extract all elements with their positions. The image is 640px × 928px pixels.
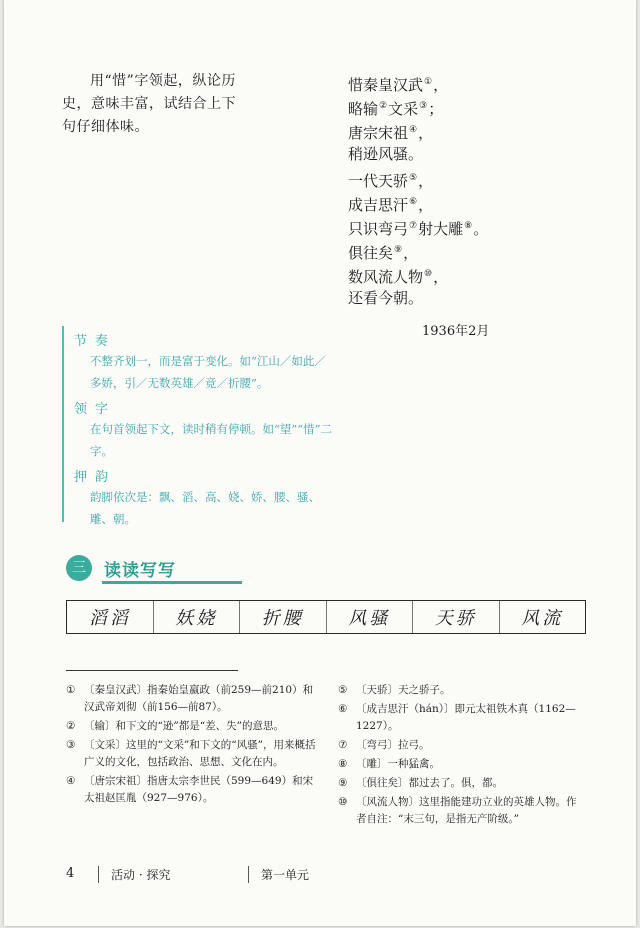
footnotes-left xyxy=(66,682,316,809)
poem-line xyxy=(348,118,488,142)
tip-body-lead-word: 在句首领起下文，读时稍有停顿。如“望”“惜”二字。 xyxy=(90,422,333,458)
poem-line xyxy=(348,94,488,118)
footnote-text: 〔雕〕一种猛禽。 xyxy=(356,758,440,770)
tip-body-rhythm: 不整齐划一，而是富于变化。如“江山／如此／多娇，引／无数英雄／竞／折腰”。 xyxy=(90,354,326,390)
poem-text: 一代天骄 xyxy=(348,172,409,190)
footnote xyxy=(338,737,584,754)
footnote-text: 〔成吉思汗（hán）〕即元太祖铁木真（1162—1227）。 xyxy=(356,703,576,732)
poem-text: ， xyxy=(418,124,434,142)
poem-line xyxy=(348,190,488,214)
poem-text: 。 xyxy=(473,220,489,238)
footnote xyxy=(66,718,316,735)
footer-section-label: 活动 · 探究 xyxy=(98,866,170,883)
poem-text: 惜秦皇汉武 xyxy=(348,76,424,94)
footnote-marker: ③ xyxy=(419,101,428,111)
footnote xyxy=(338,794,584,828)
footnote xyxy=(338,682,584,699)
poem-text: 略输 xyxy=(348,100,379,118)
tip-title-lead-word: 领字 xyxy=(74,402,117,417)
tips-box xyxy=(62,326,336,526)
footnote-text: 〔弯弓〕拉弓。 xyxy=(356,739,430,751)
poem-text: ， xyxy=(418,196,434,214)
poem-line xyxy=(348,286,488,310)
section-underline xyxy=(102,581,242,584)
footnote-text: 〔天骄〕天之骄子。 xyxy=(356,684,451,696)
poem-text: ， xyxy=(403,244,419,262)
tip-title-rhythm: 节奏 xyxy=(74,334,117,349)
word-cell: 风流 xyxy=(499,601,586,633)
poem-text: 俱往矣 xyxy=(348,244,394,262)
poem-text: ， xyxy=(418,172,434,190)
footnote-number: ③ xyxy=(66,739,76,751)
word-cell: 风骚 xyxy=(326,601,413,633)
poem-line xyxy=(348,214,488,238)
footnote-marker: ⑩ xyxy=(424,269,433,279)
footnote-marker: ⑨ xyxy=(394,245,403,255)
poem-line xyxy=(348,166,488,190)
reading-tip-text: 用“惜”字领起，纵论历史，意味丰富，试结合上下句仔细体味。 xyxy=(62,73,236,135)
footnote-number: ⑩ xyxy=(338,796,348,808)
footnote xyxy=(338,775,584,792)
textbook-page xyxy=(4,0,636,926)
poem-text: 还看今朝。 xyxy=(348,289,424,307)
poem-text: 只识弯弓 xyxy=(348,220,409,238)
footnote-text: 〔秦皇汉武〕指秦始皇嬴政（前259—前210）和汉武帝刘彻（前156—前87）。 xyxy=(84,684,314,713)
footnote-marker: ⑦ xyxy=(409,221,418,231)
poem-text: 成吉思汗 xyxy=(348,196,409,214)
section-number-badge: 三 xyxy=(66,555,92,581)
footer-unit-label: 第一单元 xyxy=(248,866,309,883)
footnote-text: 〔风流人物〕这里指能建功立业的英雄人物。作者自注：“末三句，是指无产阶级。” xyxy=(356,796,577,825)
footnote-number: ② xyxy=(66,720,76,732)
poem-text: 稍逊风骚。 xyxy=(348,145,424,163)
poem-text: ； xyxy=(428,100,444,118)
footnote-number: ⑤ xyxy=(338,684,348,696)
footnote xyxy=(66,773,316,807)
poem-text: ， xyxy=(433,268,449,286)
tip-title-rhyme: 押韵 xyxy=(74,470,117,485)
poem-text: 文采 xyxy=(388,100,419,118)
page-number: 4 xyxy=(66,866,75,881)
poem-text: 射大雕 xyxy=(418,220,464,238)
footnote xyxy=(338,701,584,735)
footnote xyxy=(66,737,316,771)
footnote-marker: ⑥ xyxy=(409,197,418,207)
word-cell: 折腰 xyxy=(239,601,326,633)
word-cell: 妖娆 xyxy=(153,601,240,633)
footnote-text: 〔俱往矣〕都过去了。俱，都。 xyxy=(356,777,503,789)
footnote xyxy=(66,682,316,716)
footnote-number: ⑧ xyxy=(338,758,348,770)
section-header xyxy=(66,553,256,587)
footnote-number: ④ xyxy=(66,775,76,787)
poem-line xyxy=(348,70,488,94)
section-title: 读读写写 xyxy=(104,561,176,581)
footnotes-right xyxy=(338,682,584,830)
footnote-text: 〔文采〕这里的“文采”和下文的“风骚”，用来概括广义的文化，包括政治、思想、文化在内。 xyxy=(84,739,316,768)
poem-date: 1936年2月 xyxy=(422,324,490,339)
footnote-divider xyxy=(66,670,238,671)
word-cell: 天骄 xyxy=(412,601,499,633)
poem xyxy=(348,70,488,310)
footnote-number: ⑥ xyxy=(338,703,348,715)
footnote-number: ⑨ xyxy=(338,777,348,789)
word-cell: 滔滔 xyxy=(88,608,131,629)
footnote-marker: ⑧ xyxy=(464,221,473,231)
footnote-marker: ① xyxy=(424,77,433,87)
poem-text: 唐宗宋祖 xyxy=(348,124,409,142)
poem-line xyxy=(348,142,488,166)
poem-text: ， xyxy=(433,76,449,94)
footnote-number: ⑦ xyxy=(338,739,348,751)
poem-line xyxy=(348,238,488,262)
footnote-marker: ② xyxy=(379,101,388,111)
footnote-marker: ⑤ xyxy=(409,173,418,183)
poem-line xyxy=(348,262,488,286)
poem-text: 数风流人物 xyxy=(348,268,424,286)
footnote-text: 〔唐宗宋祖〕指唐太宗李世民（599—649）和宋太祖赵匡胤（927—976）。 xyxy=(84,775,314,804)
footnote-number: ① xyxy=(66,684,76,696)
footnote-text: 〔输〕和下文的“逊”都是“差、失”的意思。 xyxy=(84,720,284,732)
word-practice-grid xyxy=(66,600,586,634)
tip-body-rhyme: 韵脚依次是：飘、滔、高、娆、娇、腰、骚、雕、朝。 xyxy=(90,490,320,526)
reading-tip xyxy=(62,70,242,139)
footnote-marker: ④ xyxy=(409,125,418,135)
footnote xyxy=(338,756,584,773)
